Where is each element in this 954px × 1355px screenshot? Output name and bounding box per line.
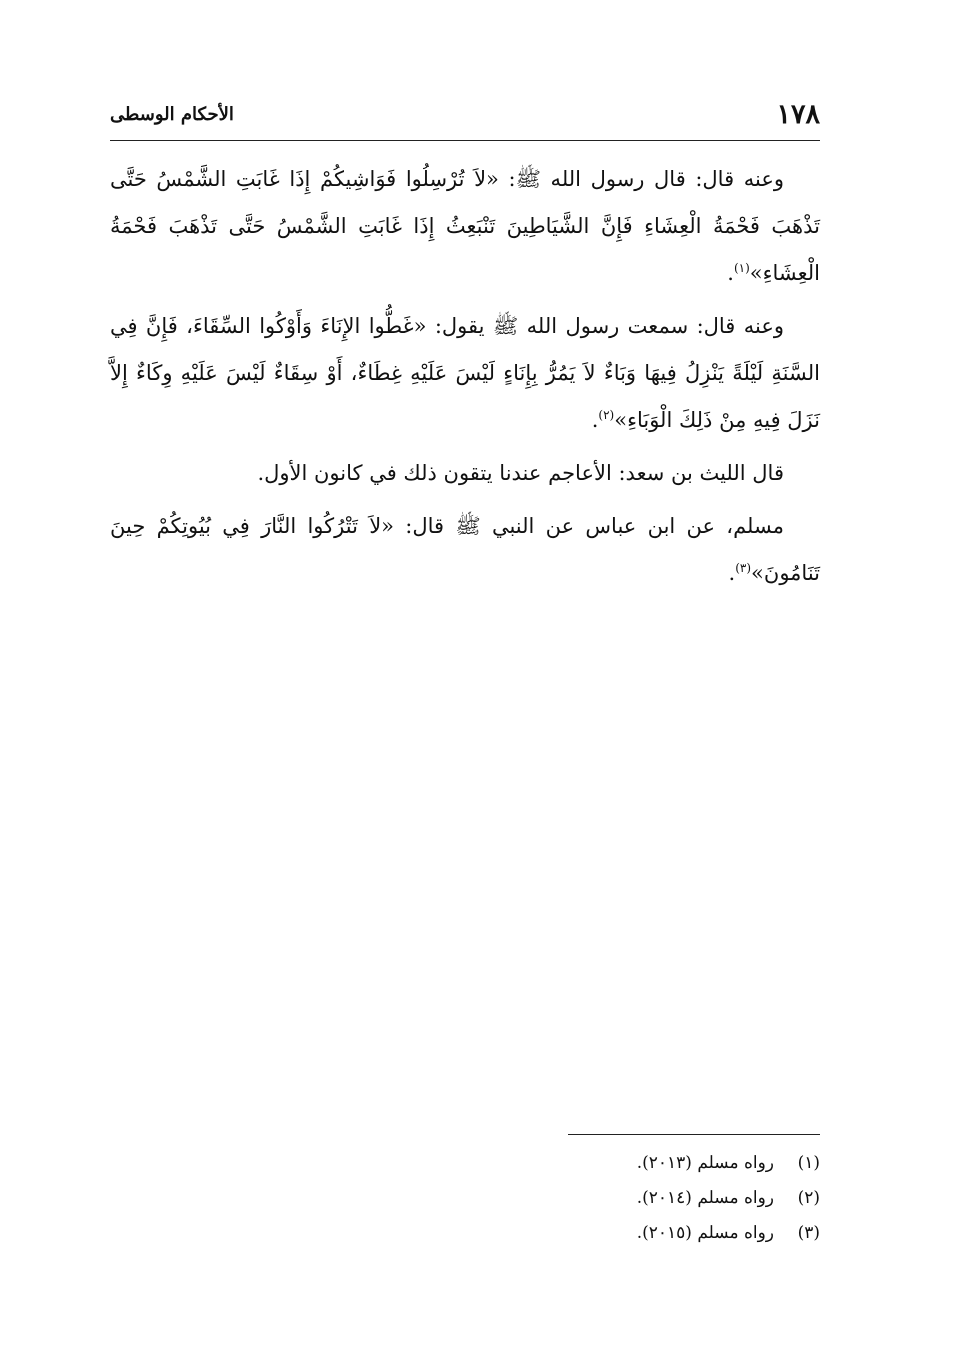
footnote-number: (٣)	[797, 1223, 820, 1243]
paragraph	[110, 503, 820, 597]
paragraph-text: وعنه قال: سمعت رسول الله ﷺ يقول: «غَطُّوا الإِنَاءَ وَأَوْكُوا السِّقَاءَ، فَإِنَّ فِي السَّنَةِ لَيْلَةً يَنْزِلُ فِيهَا وَبَاءٌ لاَ يَمُرُّ بِإِنَاءٍ لَيْسَ عَلَيْهِ غِطَاءٌ، أَوْ سِقَاءٌ لَيْسَ عَلَيْهِ وِكَاءٌ إِلاَّ نَزَلَ فِيهِ مِنْ ذَلِكَ الْوَبَاءِ»	[110, 314, 820, 432]
paragraph-text: وعنه قال: قال رسول الله ﷺ: «لاَ تُرْسِلُوا فَوَاشِيكُمْ إِذَا غَابَتِ الشَّمْسُ حَتَّى تَذْهَبَ فَحْمَةُ الْعِشَاءِ فَإِنَّ الشَّيَاطِينَ تَنْبَعِثُ إِذَا غَابَتِ الشَّمْسُ حَتَّى تَذْهَبَ فَحْمَةُ الْعِشَاءِ»	[110, 167, 820, 285]
paragraph	[110, 156, 820, 297]
footnote-ref: (١)	[733, 261, 750, 275]
footnote-ref: (٣)	[735, 561, 752, 575]
page-header	[110, 92, 820, 136]
footnote	[110, 1146, 820, 1181]
footnote-text: رواه مسلم (٢٠١٤).	[636, 1188, 774, 1208]
paragraph-text: قال الليث بن سعد: الأعاجم عندنا يتقون ذلك في كانون الأول.	[257, 461, 784, 485]
footnote-text: رواه مسلم (٢٠١٣).	[636, 1153, 774, 1173]
footnote-ref: (٢)	[598, 408, 615, 422]
paragraph-text: مسلم، عن ابن عباس عن النبي ﷺ قال: «لاَ تَتْرُكُوا النَّارَ فِي بُيُوتِكُمْ حِينَ تَنَامُونَ»	[110, 514, 820, 585]
running-title: الأحكام الوسطى	[110, 103, 234, 125]
footnote-number: (٢)	[797, 1188, 820, 1208]
footnotes	[110, 1146, 820, 1251]
footnote	[110, 1216, 820, 1251]
header-rule	[110, 140, 820, 141]
paragraph-end: .	[591, 408, 599, 432]
footnote-number: (١)	[797, 1153, 820, 1173]
paragraph	[110, 450, 820, 497]
paragraph	[110, 303, 820, 444]
paragraph-end: .	[727, 261, 734, 285]
paragraph-end: .	[728, 561, 736, 585]
footnote-text: رواه مسلم (٢٠١٥).	[636, 1223, 774, 1243]
main-text	[110, 156, 820, 603]
page-number: ١٧٨	[776, 98, 820, 130]
footnote-rule	[568, 1134, 820, 1135]
footnote	[110, 1181, 820, 1216]
